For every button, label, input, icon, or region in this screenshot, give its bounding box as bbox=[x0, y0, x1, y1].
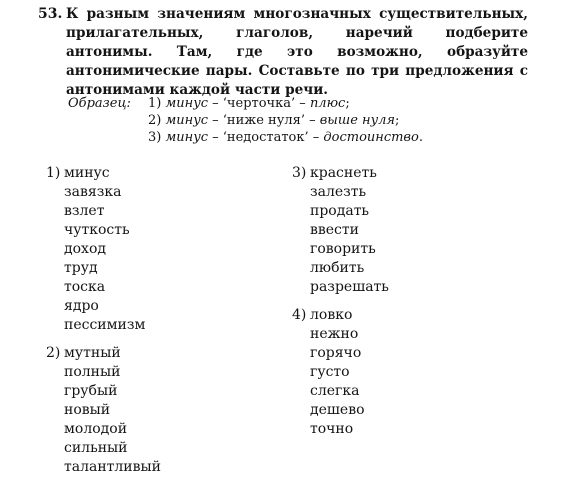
sample-lines bbox=[148, 95, 423, 146]
group-number: 1) bbox=[46, 165, 61, 181]
group-number: 3) bbox=[292, 165, 307, 181]
word-item: тоска bbox=[64, 279, 106, 295]
word-item: говорить bbox=[310, 241, 376, 257]
word-item: дешево bbox=[310, 402, 365, 418]
word-item: продать bbox=[310, 203, 370, 219]
exercise-number: 53. bbox=[38, 6, 63, 22]
word-item: завязка bbox=[64, 184, 122, 200]
word-item: горячо bbox=[310, 345, 362, 361]
word-group bbox=[292, 164, 389, 297]
word-text: краснеть bbox=[310, 165, 377, 181]
word-item: разрешать bbox=[310, 279, 389, 295]
word-item: новый bbox=[64, 402, 111, 418]
word-item: молодой bbox=[64, 421, 128, 437]
word-item: ядро bbox=[64, 298, 99, 314]
word-item: густо bbox=[310, 364, 350, 380]
word-item bbox=[46, 344, 161, 363]
word-item: грубый bbox=[64, 383, 118, 399]
word-item bbox=[292, 306, 389, 325]
word-item: сильный bbox=[64, 440, 128, 456]
exercise-instructions: К разным значениям многозначных существительных, прилагательных, глаголов, наречий подберите антонимы. Там, где это возможно, образуйте антонимические пары. Составьте по три предложения с антонимами каждой части речи. bbox=[66, 6, 528, 98]
word-item: пессимизм bbox=[64, 317, 146, 333]
word-item: взлет bbox=[64, 203, 105, 219]
word-text: мутный bbox=[64, 345, 121, 361]
word-item: слегка bbox=[310, 383, 360, 399]
word-item: талантливый bbox=[64, 459, 161, 475]
sample-line: 1) минус – ‘черточка’ – плюс; bbox=[148, 96, 350, 111]
word-column-right bbox=[292, 164, 389, 448]
word-item: чуткость bbox=[64, 222, 130, 238]
word-text: минус bbox=[64, 165, 110, 181]
word-item: любить bbox=[310, 260, 365, 276]
sample-label: Образец: bbox=[68, 96, 131, 111]
word-item bbox=[46, 164, 161, 183]
word-text: ловко bbox=[310, 307, 353, 323]
word-column-left bbox=[46, 164, 161, 486]
word-item: залезть bbox=[310, 184, 367, 200]
group-number: 4) bbox=[292, 307, 307, 323]
word-item: полный bbox=[64, 364, 121, 380]
word-group bbox=[46, 344, 161, 477]
word-group bbox=[292, 306, 389, 439]
word-item: доход bbox=[64, 241, 106, 257]
word-item: нежно bbox=[310, 326, 359, 342]
word-item: ввести bbox=[310, 222, 359, 238]
sample-line: 2) минус – ‘ниже нуля’ – выше нуля; bbox=[148, 113, 400, 128]
group-number: 2) bbox=[46, 345, 61, 361]
word-group bbox=[46, 164, 161, 335]
word-item: точно bbox=[310, 421, 354, 437]
word-item: труд bbox=[64, 260, 98, 276]
sample-line: 3) минус – ‘недостаток’ – достоинство. bbox=[148, 130, 423, 145]
word-item bbox=[292, 164, 389, 183]
